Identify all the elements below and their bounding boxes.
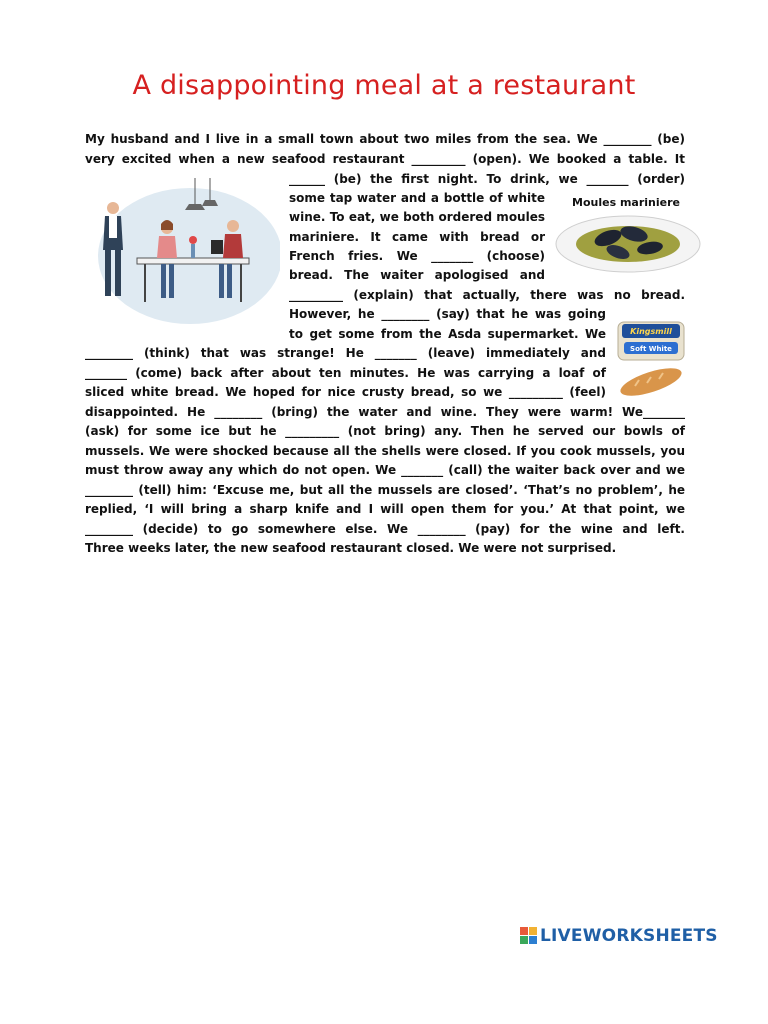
paragraph-line: mussels. We were shocked because all the shells were closed. If you cook mussels, you [85,444,685,458]
paragraph-line: My husband and I live in a small town about two miles from the sea. We ________ (be) [85,132,685,146]
paragraph-line: _________ (explain) that actually, there was no bread. [289,288,685,302]
paragraph-line: mariniere. It came with bread or [289,230,545,244]
liveworksheets-logo [520,925,718,947]
worksheet-title: A disappointing meal at a restaurant [132,70,636,101]
mussels-bowl-image [554,208,702,274]
paragraph-line: very excited when a new seafood restaurant _________ (open). We booked a table. It [85,152,685,166]
paragraph-line: bread. The waiter apologised and [289,268,545,282]
liveworksheets-logo-text: LIVEWORKSHEETS [540,926,718,946]
mussels-image-label: Moules mariniere [572,196,680,209]
paragraph-line: However, he ________ (say) that he was going [289,307,606,321]
restaurant-illustration [85,178,280,328]
paragraph-line: sliced white bread. We hoped for nice crusty bread, so we _________ (feel) [85,385,606,399]
paragraph-line: some tap water and a bottle of white [289,191,545,205]
liveworksheets-logo-icon [520,927,538,945]
paragraph-line: disappointed. He ________ (bring) the water and wine. They were warm! We_______ [85,405,685,419]
paragraph-line: to get some from the Asda supermarket. We [289,327,606,341]
paragraph-line: must throw away any which do not open. We _______ (call) the waiter back over and we [85,463,685,477]
paragraph-line: ________ (decide) to go somewhere else. We ________ (pay) for the wine and left. [85,522,685,536]
paragraph-line: (ask) for some ice but he _________ (not bring) any. Then he served our bowls of [85,424,685,438]
paragraph-line: ______ (be) the first night. To drink, we _______ (order) [289,172,685,186]
bread-brand-text: Kingsmill [630,327,672,336]
paragraph-line: Three weeks later, the new seafood restaurant closed. We were not surprised. [85,541,617,555]
bread-variant-text: Soft White [630,345,672,353]
paragraph-line: ________ (tell) him: ‘Excuse me, but all the mussels are closed’. ‘That’s no problem’, he [85,483,685,497]
paragraph-line: French fries. We _______ (choose) [289,249,545,263]
sliced-bread-image [616,318,686,362]
baguette-image [617,364,685,400]
paragraph-line: wine. To eat, we both ordered moules [289,210,545,224]
paragraph-line: _______ (come) back after about ten minutes. He was carrying a loaf of [85,366,606,380]
paragraph-line: ________ (think) that was strange! He _______ (leave) immediately and [85,346,606,360]
paragraph-line: replied, ‘I will bring a sharp knife and I will open them for you.’ At that point, we [85,502,685,516]
